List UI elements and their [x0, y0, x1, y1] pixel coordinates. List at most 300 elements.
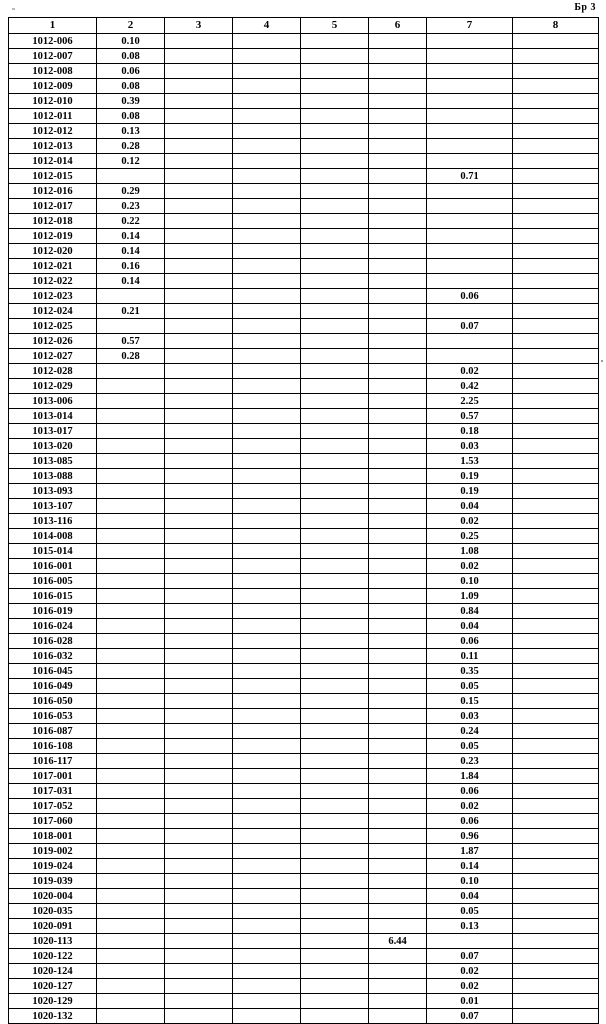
row-value-cell-6 — [369, 289, 427, 304]
row-value-cell-8 — [513, 49, 599, 64]
row-code-cell: 1020-129 — [9, 994, 97, 1009]
row-value-cell-4 — [233, 979, 301, 994]
row-value-cell-2 — [97, 709, 165, 724]
table-row — [9, 169, 599, 184]
table-row — [9, 829, 599, 844]
row-value-cell-2 — [97, 424, 165, 439]
row-value-cell-5 — [301, 409, 369, 424]
row-value-cell-7: 0.06 — [427, 289, 513, 304]
row-value-cell-3 — [165, 364, 233, 379]
row-value-cell-2: 0.28 — [97, 349, 165, 364]
row-value-cell-7 — [427, 64, 513, 79]
table-row — [9, 409, 599, 424]
data-table-container — [8, 17, 598, 1024]
row-value-cell-4 — [233, 784, 301, 799]
row-value-cell-7 — [427, 184, 513, 199]
row-code-cell: 1020-122 — [9, 949, 97, 964]
row-value-cell-5 — [301, 469, 369, 484]
row-value-cell-2 — [97, 769, 165, 784]
row-value-cell-2 — [97, 679, 165, 694]
table-row — [9, 94, 599, 109]
row-value-cell-4 — [233, 94, 301, 109]
row-value-cell-2 — [97, 379, 165, 394]
row-code-cell: 1012-012 — [9, 124, 97, 139]
row-value-cell-3 — [165, 154, 233, 169]
table-row — [9, 649, 599, 664]
row-value-cell-2: 0.22 — [97, 214, 165, 229]
row-value-cell-8 — [513, 34, 599, 49]
row-value-cell-4 — [233, 379, 301, 394]
row-value-cell-5 — [301, 49, 369, 64]
row-value-cell-2 — [97, 724, 165, 739]
row-value-cell-8 — [513, 439, 599, 454]
table-row — [9, 514, 599, 529]
row-value-cell-8 — [513, 739, 599, 754]
row-value-cell-3 — [165, 784, 233, 799]
row-code-cell: 1013-116 — [9, 514, 97, 529]
row-value-cell-5 — [301, 109, 369, 124]
row-value-cell-7 — [427, 214, 513, 229]
row-value-cell-7: 0.07 — [427, 319, 513, 334]
row-value-cell-7 — [427, 349, 513, 364]
row-code-cell: 1019-002 — [9, 844, 97, 859]
row-value-cell-3 — [165, 739, 233, 754]
row-value-cell-6 — [369, 589, 427, 604]
row-value-cell-5 — [301, 634, 369, 649]
row-value-cell-3 — [165, 484, 233, 499]
row-value-cell-2 — [97, 799, 165, 814]
row-value-cell-7: 1.84 — [427, 769, 513, 784]
row-value-cell-5 — [301, 259, 369, 274]
table-row — [9, 424, 599, 439]
row-value-cell-5 — [301, 724, 369, 739]
row-code-cell: 1020-127 — [9, 979, 97, 994]
row-value-cell-4 — [233, 409, 301, 424]
table-row — [9, 529, 599, 544]
row-value-cell-5 — [301, 589, 369, 604]
table-row — [9, 49, 599, 64]
row-value-cell-7 — [427, 934, 513, 949]
table-row — [9, 874, 599, 889]
row-code-cell: 1016-001 — [9, 559, 97, 574]
row-value-cell-8 — [513, 709, 599, 724]
row-value-cell-6 — [369, 709, 427, 724]
row-value-cell-3 — [165, 574, 233, 589]
row-value-cell-7: 1.09 — [427, 589, 513, 604]
row-value-cell-7: 0.02 — [427, 799, 513, 814]
row-value-cell-7: 0.10 — [427, 574, 513, 589]
row-value-cell-2 — [97, 289, 165, 304]
row-value-cell-4 — [233, 274, 301, 289]
row-value-cell-4 — [233, 469, 301, 484]
row-value-cell-8 — [513, 409, 599, 424]
table-row — [9, 334, 599, 349]
row-value-cell-6 — [369, 394, 427, 409]
row-code-cell: 1016-053 — [9, 709, 97, 724]
row-value-cell-2 — [97, 409, 165, 424]
row-value-cell-2 — [97, 889, 165, 904]
row-value-cell-6 — [369, 259, 427, 274]
row-value-cell-5 — [301, 844, 369, 859]
row-value-cell-7 — [427, 94, 513, 109]
row-value-cell-6 — [369, 649, 427, 664]
row-value-cell-2 — [97, 754, 165, 769]
row-value-cell-2 — [97, 964, 165, 979]
row-value-cell-2 — [97, 544, 165, 559]
row-value-cell-6 — [369, 769, 427, 784]
row-value-cell-6 — [369, 964, 427, 979]
row-value-cell-4 — [233, 709, 301, 724]
row-value-cell-4 — [233, 229, 301, 244]
row-value-cell-2 — [97, 829, 165, 844]
row-value-cell-4 — [233, 259, 301, 274]
row-value-cell-6 — [369, 994, 427, 1009]
row-code-cell: 1015-014 — [9, 544, 97, 559]
row-value-cell-2: 0.13 — [97, 124, 165, 139]
row-value-cell-8 — [513, 454, 599, 469]
row-value-cell-4 — [233, 154, 301, 169]
table-row — [9, 559, 599, 574]
row-value-cell-6 — [369, 109, 427, 124]
table-row — [9, 469, 599, 484]
row-value-cell-2: 0.06 — [97, 64, 165, 79]
row-value-cell-3 — [165, 169, 233, 184]
row-value-cell-4 — [233, 34, 301, 49]
row-value-cell-4 — [233, 289, 301, 304]
row-value-cell-6 — [369, 379, 427, 394]
row-value-cell-6 — [369, 244, 427, 259]
row-value-cell-7: 0.25 — [427, 529, 513, 544]
row-value-cell-2 — [97, 634, 165, 649]
row-value-cell-6 — [369, 319, 427, 334]
row-code-cell: 1017-001 — [9, 769, 97, 784]
row-value-cell-5 — [301, 499, 369, 514]
row-value-cell-6 — [369, 694, 427, 709]
table-row — [9, 34, 599, 49]
row-value-cell-8 — [513, 64, 599, 79]
row-value-cell-8 — [513, 259, 599, 274]
row-value-cell-4 — [233, 79, 301, 94]
column-header-5: 5 — [301, 18, 369, 34]
row-value-cell-5 — [301, 34, 369, 49]
row-value-cell-4 — [233, 454, 301, 469]
row-value-cell-7: 0.24 — [427, 724, 513, 739]
row-value-cell-8 — [513, 109, 599, 124]
row-value-cell-2 — [97, 979, 165, 994]
column-header-2: 2 — [97, 18, 165, 34]
row-value-cell-4 — [233, 214, 301, 229]
table-row — [9, 799, 599, 814]
row-value-cell-4 — [233, 889, 301, 904]
row-value-cell-7 — [427, 109, 513, 124]
row-value-cell-6 — [369, 979, 427, 994]
row-value-cell-4 — [233, 589, 301, 604]
row-value-cell-2 — [97, 874, 165, 889]
row-value-cell-4 — [233, 859, 301, 874]
row-value-cell-8 — [513, 124, 599, 139]
row-value-cell-8 — [513, 559, 599, 574]
row-value-cell-8 — [513, 874, 599, 889]
row-value-cell-3 — [165, 754, 233, 769]
row-value-cell-7: 0.18 — [427, 424, 513, 439]
row-value-cell-3 — [165, 409, 233, 424]
row-value-cell-6 — [369, 514, 427, 529]
row-value-cell-8 — [513, 1009, 599, 1024]
row-value-cell-4 — [233, 964, 301, 979]
row-code-cell: 1012-014 — [9, 154, 97, 169]
row-value-cell-6 — [369, 784, 427, 799]
row-value-cell-7: 2.25 — [427, 394, 513, 409]
row-value-cell-6 — [369, 724, 427, 739]
table-row — [9, 214, 599, 229]
row-value-cell-3 — [165, 664, 233, 679]
row-code-cell: 1012-026 — [9, 334, 97, 349]
table-row — [9, 379, 599, 394]
row-value-cell-3 — [165, 634, 233, 649]
row-value-cell-4 — [233, 994, 301, 1009]
row-value-cell-7: 0.13 — [427, 919, 513, 934]
row-value-cell-6 — [369, 274, 427, 289]
table-row — [9, 64, 599, 79]
table-row — [9, 604, 599, 619]
table-row — [9, 124, 599, 139]
row-value-cell-7: 0.04 — [427, 619, 513, 634]
row-value-cell-3 — [165, 559, 233, 574]
row-value-cell-2: 0.57 — [97, 334, 165, 349]
row-value-cell-5 — [301, 934, 369, 949]
row-value-cell-7: 0.15 — [427, 694, 513, 709]
row-value-cell-4 — [233, 769, 301, 784]
table-row — [9, 589, 599, 604]
row-value-cell-2 — [97, 319, 165, 334]
row-value-cell-7 — [427, 274, 513, 289]
row-value-cell-2 — [97, 469, 165, 484]
row-value-cell-8 — [513, 484, 599, 499]
row-value-cell-6 — [369, 484, 427, 499]
row-value-cell-7: 0.06 — [427, 784, 513, 799]
row-value-cell-5 — [301, 694, 369, 709]
row-code-cell: 1017-060 — [9, 814, 97, 829]
row-value-cell-3 — [165, 514, 233, 529]
row-value-cell-2: 0.08 — [97, 79, 165, 94]
row-value-cell-8 — [513, 619, 599, 634]
row-value-cell-3 — [165, 694, 233, 709]
row-value-cell-8 — [513, 949, 599, 964]
row-value-cell-5 — [301, 979, 369, 994]
row-value-cell-8 — [513, 274, 599, 289]
row-value-cell-4 — [233, 319, 301, 334]
row-code-cell: 1014-008 — [9, 529, 97, 544]
row-value-cell-8 — [513, 469, 599, 484]
row-value-cell-6 — [369, 409, 427, 424]
table-row — [9, 694, 599, 709]
row-code-cell: 1012-020 — [9, 244, 97, 259]
row-value-cell-4 — [233, 724, 301, 739]
row-value-cell-8 — [513, 514, 599, 529]
row-value-cell-5 — [301, 154, 369, 169]
row-value-cell-4 — [233, 529, 301, 544]
row-value-cell-2: 0.14 — [97, 274, 165, 289]
row-value-cell-3 — [165, 709, 233, 724]
row-value-cell-4 — [233, 1009, 301, 1024]
row-value-cell-7 — [427, 334, 513, 349]
row-value-cell-8 — [513, 934, 599, 949]
table-row — [9, 889, 599, 904]
table-row — [9, 349, 599, 364]
row-value-cell-2 — [97, 994, 165, 1009]
row-value-cell-4 — [233, 679, 301, 694]
row-value-cell-8 — [513, 94, 599, 109]
column-header-8: 8 — [513, 18, 599, 34]
row-code-cell: 1016-024 — [9, 619, 97, 634]
row-value-cell-2 — [97, 484, 165, 499]
row-value-cell-8 — [513, 394, 599, 409]
row-value-cell-4 — [233, 184, 301, 199]
table-row — [9, 484, 599, 499]
row-value-cell-8 — [513, 364, 599, 379]
row-value-cell-5 — [301, 559, 369, 574]
row-value-cell-8 — [513, 664, 599, 679]
table-row — [9, 499, 599, 514]
row-value-cell-3 — [165, 214, 233, 229]
table-row — [9, 964, 599, 979]
table-row — [9, 919, 599, 934]
row-value-cell-6 — [369, 799, 427, 814]
row-value-cell-7 — [427, 304, 513, 319]
row-value-cell-8 — [513, 574, 599, 589]
row-code-cell: 1012-008 — [9, 64, 97, 79]
table-row — [9, 154, 599, 169]
row-value-cell-6 — [369, 214, 427, 229]
row-value-cell-8 — [513, 964, 599, 979]
row-value-cell-2 — [97, 694, 165, 709]
row-value-cell-5 — [301, 169, 369, 184]
row-value-cell-2: 0.23 — [97, 199, 165, 214]
row-value-cell-8 — [513, 139, 599, 154]
row-value-cell-3 — [165, 124, 233, 139]
row-value-cell-4 — [233, 739, 301, 754]
row-value-cell-3 — [165, 979, 233, 994]
row-value-cell-6 — [369, 229, 427, 244]
row-value-cell-6 — [369, 499, 427, 514]
row-value-cell-8 — [513, 349, 599, 364]
row-value-cell-2 — [97, 1009, 165, 1024]
row-value-cell-7 — [427, 229, 513, 244]
row-value-cell-5 — [301, 859, 369, 874]
row-value-cell-5 — [301, 619, 369, 634]
row-value-cell-4 — [233, 799, 301, 814]
table-row — [9, 739, 599, 754]
row-value-cell-3 — [165, 109, 233, 124]
row-code-cell: 1012-029 — [9, 379, 97, 394]
row-value-cell-2 — [97, 589, 165, 604]
row-value-cell-3 — [165, 424, 233, 439]
row-code-cell: 1012-013 — [9, 139, 97, 154]
row-value-cell-3 — [165, 64, 233, 79]
row-value-cell-2 — [97, 949, 165, 964]
row-value-cell-4 — [233, 364, 301, 379]
row-value-cell-3 — [165, 244, 233, 259]
row-value-cell-7: 0.84 — [427, 604, 513, 619]
row-value-cell-7: 0.14 — [427, 859, 513, 874]
row-code-cell: 1013-093 — [9, 484, 97, 499]
row-value-cell-4 — [233, 139, 301, 154]
row-value-cell-8 — [513, 814, 599, 829]
row-value-cell-3 — [165, 229, 233, 244]
row-value-cell-4 — [233, 694, 301, 709]
row-value-cell-5 — [301, 439, 369, 454]
row-value-cell-7: 0.02 — [427, 559, 513, 574]
row-value-cell-3 — [165, 544, 233, 559]
table-header-row — [9, 18, 599, 34]
row-value-cell-3 — [165, 724, 233, 739]
row-value-cell-5 — [301, 994, 369, 1009]
row-value-cell-2 — [97, 604, 165, 619]
row-value-cell-3 — [165, 934, 233, 949]
row-value-cell-4 — [233, 904, 301, 919]
row-value-cell-2 — [97, 904, 165, 919]
row-code-cell: 1016-005 — [9, 574, 97, 589]
table-row — [9, 109, 599, 124]
scan-artifact-speck-right — [601, 360, 603, 362]
row-value-cell-2: 0.08 — [97, 49, 165, 64]
row-value-cell-6 — [369, 49, 427, 64]
row-value-cell-4 — [233, 934, 301, 949]
row-code-cell: 1012-018 — [9, 214, 97, 229]
row-value-cell-8 — [513, 424, 599, 439]
table-row — [9, 769, 599, 784]
row-value-cell-7: 0.04 — [427, 889, 513, 904]
row-value-cell-4 — [233, 544, 301, 559]
row-value-cell-2: 0.14 — [97, 244, 165, 259]
row-value-cell-5 — [301, 139, 369, 154]
row-value-cell-2: 0.14 — [97, 229, 165, 244]
row-value-cell-7: 0.07 — [427, 949, 513, 964]
table-row — [9, 904, 599, 919]
row-value-cell-2 — [97, 574, 165, 589]
row-value-cell-2: 0.16 — [97, 259, 165, 274]
row-value-cell-2 — [97, 169, 165, 184]
row-code-cell: 1012-028 — [9, 364, 97, 379]
row-value-cell-3 — [165, 199, 233, 214]
row-value-cell-4 — [233, 109, 301, 124]
table-row — [9, 229, 599, 244]
row-value-cell-3 — [165, 379, 233, 394]
table-row — [9, 319, 599, 334]
row-value-cell-8 — [513, 154, 599, 169]
row-value-cell-5 — [301, 709, 369, 724]
row-value-cell-8 — [513, 694, 599, 709]
row-value-cell-4 — [233, 874, 301, 889]
row-code-cell: 1018-001 — [9, 829, 97, 844]
row-value-cell-4 — [233, 484, 301, 499]
table-row — [9, 439, 599, 454]
table-row — [9, 994, 599, 1009]
row-value-cell-5 — [301, 814, 369, 829]
row-value-cell-6 — [369, 34, 427, 49]
row-value-cell-4 — [233, 619, 301, 634]
row-value-cell-3 — [165, 1009, 233, 1024]
row-value-cell-6 — [369, 889, 427, 904]
row-value-cell-5 — [301, 829, 369, 844]
table-row — [9, 784, 599, 799]
row-value-cell-3 — [165, 499, 233, 514]
row-value-cell-7 — [427, 34, 513, 49]
row-code-cell: 1016-108 — [9, 739, 97, 754]
row-value-cell-3 — [165, 94, 233, 109]
row-value-cell-6 — [369, 199, 427, 214]
row-value-cell-3 — [165, 844, 233, 859]
